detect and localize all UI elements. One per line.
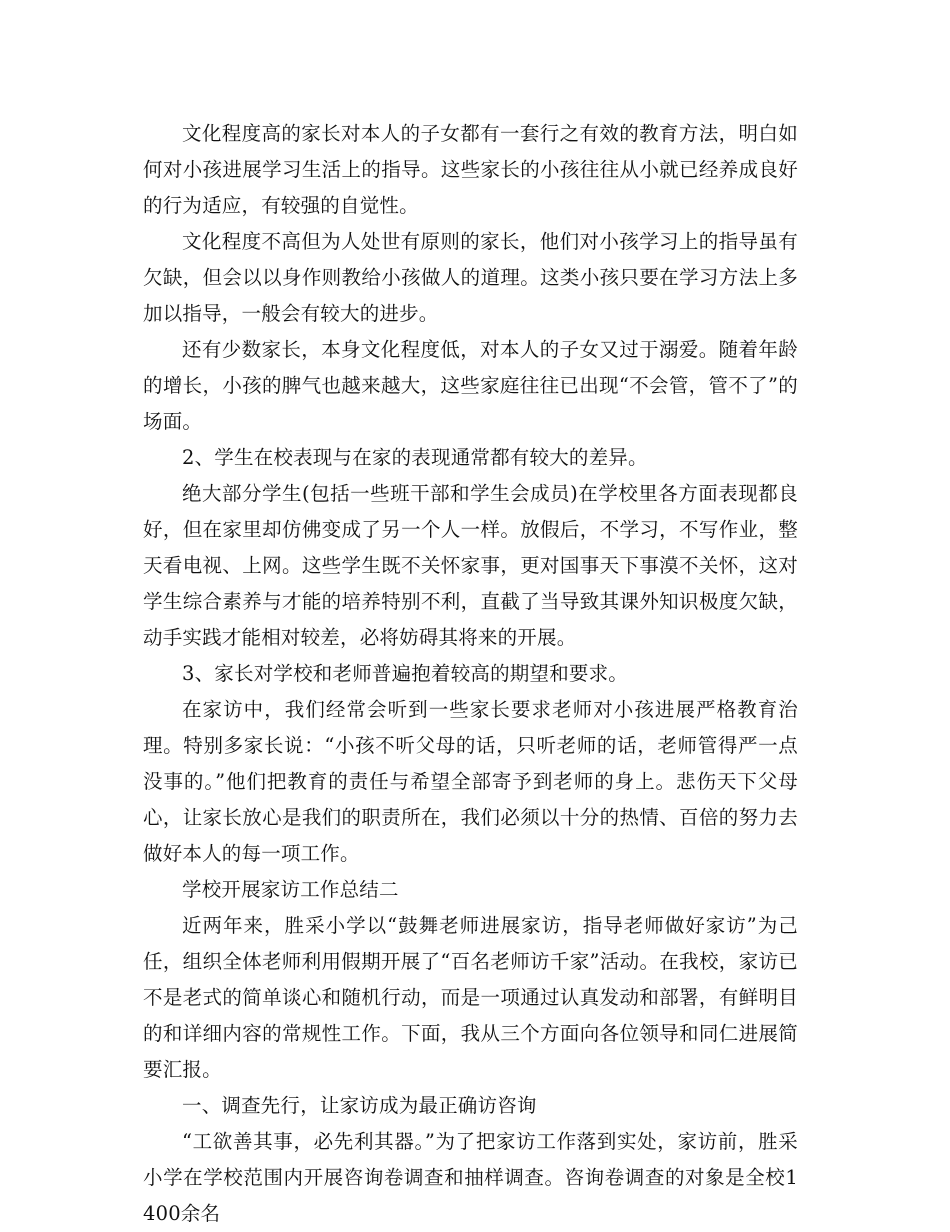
paragraph-survey-details: “工欲善其事，必先利其器。”为了把家访工作落到实处，家访前，胜采小学在学校范围内开展咨询卷调查和抽样调查。咨询卷调查的对象是全校1400余名 [143, 1130, 798, 1225]
heading-survey-first: 一、调查先行，让家访成为最正确访咨询 [182, 1094, 537, 1117]
section-title-summary-2: 学校开展家访工作总结二 [182, 878, 399, 901]
paragraph-school-initiative: 近两年来，胜采小学以“鼓舞老师进展家访，指导老师做好家访”为己任，组织全体老师利用假期开展了“百名老师访千家”活动。在我校，家访已不是老式的简单谈心和随机行动，而是一项通过认真发动和部署，有鲜明目的和详细内容的常规性工作。下面，我从三个方面向各位领导和同仁进展简要汇报。 [143, 914, 798, 1081]
paragraph-parent-expectations: 在家访中，我们经常会听到一些家长要求老师对小孩进展严格教育治理。特别多家长说：“小孩不听父母的话，只听老师的话，老师管得严一点没事的。”他们把教育的责任与希望全部寄予到老师的身上。悲伤天下父母心，让家长放心是我们的职责所在，我们必须以十分的热情、百倍的努力去做好本人的每一项工作。 [143, 698, 798, 865]
paragraph-principled-parents: 文化程度不高但为人处世有原则的家长，他们对小孩学习上的指导虽有欠缺，但会以以身作则教给小孩做人的道理。这类小孩只要在学习方法上多加以指导，一般会有较大的进步。 [143, 230, 798, 325]
paragraph-indulgent-parents: 还有少数家长，本身文化程度低，对本人的子女又过于溺爱。随着年龄的增长，小孩的脾气也越来越大，这些家庭往往已出现“不会管，管不了”的场面。 [143, 338, 798, 433]
heading-point-3: 3、家长对学校和老师普遍抱着较高的期望和要求。 [182, 662, 629, 685]
heading-point-2: 2、学生在校表现与在家的表现通常都有较大的差异。 [182, 446, 648, 469]
paragraph-student-behavior: 绝大部分学生(包括一些班干部和学生会成员)在学校里各方面表现都良好，但在家里却仿佛变成了另一个人一样。放假后，不学习，不写作业，整天看电视、上网。这些学生既不关怀家事，更对国事天下事漠不关怀，这对学生综合素养与才能的培养特别不利，直截了当导致其课外知识极度欠缺，动手实践才能相对较差，必将妨碍其将来的开展。 [143, 482, 798, 649]
paragraph-educated-parents: 文化程度高的家长对本人的子女都有一套行之有效的教育方法，明白如何对小孩进展学习生活上的指导。这些家长的小孩往往从小就已经养成良好的行为适应，有较强的自觉性。 [143, 122, 798, 217]
document-body [143, 116, 798, 1232]
